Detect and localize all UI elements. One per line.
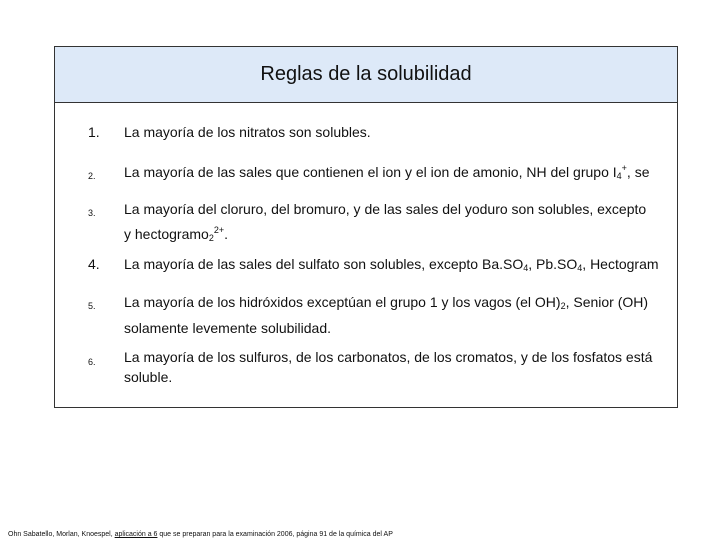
rules-list [55,102,677,407]
rule-text: La mayoría de los hidróxidos exceptúan el grupo 1 y los vagos (el $OH)_2$, Senior (OH) [124,294,649,311]
rule-text: La mayoría de los sulfuros, de los carbonatos, de los cromatos, y de los fosfatos está [124,349,653,365]
rule-text: La mayoría de los nitratos son solubles. [124,124,371,140]
source-citation: Ohn Sabatello, Morlan, Knoespel, aplicación a 6 que se preparan para la examinación 2006, página 91 de la química del AP [8,531,393,538]
rule-number: 3. [88,208,96,218]
rule-number: 5. [88,301,96,311]
rule-text-line2: solamente levemente solubilidad. [124,320,332,336]
rule-number: 4. [88,256,100,272]
rule-number: 1. [88,124,100,140]
rule-text-line2: y hectogramo$_2^{2+}$. [124,225,228,243]
slide-frame [54,46,678,408]
rule-number: 6. [88,357,96,367]
slide-title: Reglas de la solubilidad [55,47,677,103]
rule-number: 2. [88,171,96,181]
citation-link[interactable]: aplicación a 6 [114,531,158,538]
rule-text: La mayoría de las sales que contienen el ion y el ion de amonio, NH del grupo $I_4^+$, se [124,163,650,181]
rule-text-line2: soluble. [124,369,173,385]
rule-text: La mayoría de las sales del sulfato son solubles, excepto $Ba.SO_4$, $Pb.SO_4$, Hectogram [124,256,659,273]
rule-text: La mayoría del cloruro, del bromuro, y de las sales del yoduro son solubles, excepto [124,201,647,217]
